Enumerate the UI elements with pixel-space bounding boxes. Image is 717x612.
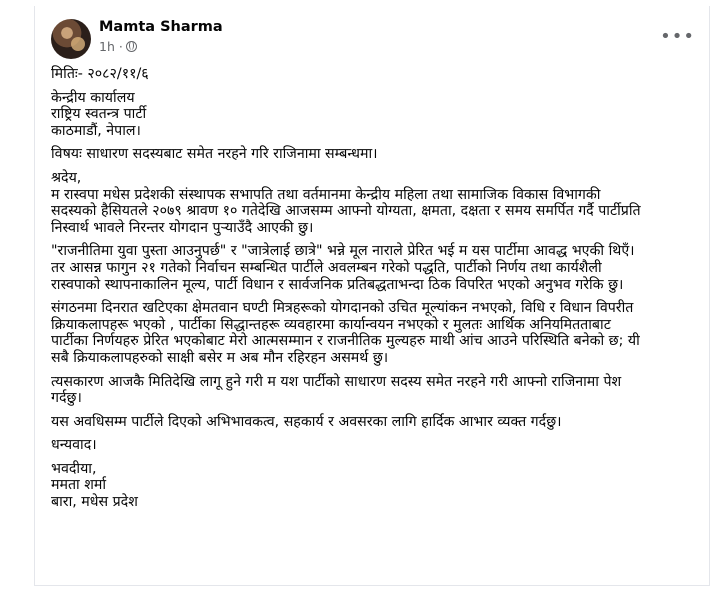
text-line: श्रदेय, — [51, 169, 82, 186]
post-paragraph — [51, 90, 706, 140]
text-line: मितिः- २०८२/११/६ — [51, 66, 149, 82]
text-line: म रास्वपा मधेस प्रदेशकी संस्थापक सभापति तथा वर्तमानमा केन्द्रीय महिला तथा सामाजिक विकास विभागकी — [51, 186, 601, 203]
text-line: त्यसकारण आजकै मितिदेखि लागू हुने गरी म यश पार्टीको साधारण सदस्य समेत नरहने गरी आफ्नो राजिनामा पेश — [51, 373, 622, 390]
text-line: भवदीया, — [51, 460, 97, 477]
author-name[interactable]: Mamta Sharma — [99, 19, 223, 35]
text-line: निस्वार्थ भावले निरन्तर योगदान पुर्‍याउँदै आएकी छु। — [51, 219, 314, 236]
text-line: बारा, मधेस प्रदेश — [51, 494, 138, 511]
text-line: सदस्यको हैसियतले २०७९ श्रावण १० गतेदेखि आजसम्म आफ्नो योग्यता, क्षमता, दक्षता र समय समर्पित गर्दै पार्टीप्रति — [51, 203, 641, 220]
text-line: क्रियाकलापहरू भएको , पार्टीका सिद्धान्तहरू व्यवहारमा कार्यान्वयन नभएको र मुलतः आर्थिक अनियमितताबाट — [51, 316, 611, 333]
post-meta — [99, 39, 137, 54]
text-line: यस अवधिसम्म पार्टीले दिएको अभिभावकत्व, सहकार्य र अवसरका लागि हार्दिक आभार व्यक्त गर्दछु। — [51, 413, 562, 430]
text-line: केन्द्रीय कार्यालय — [51, 89, 135, 106]
text-line: गर्दछु। — [51, 390, 82, 407]
text-line: ममता शर्मा — [51, 477, 107, 494]
post-body — [51, 66, 706, 518]
post-paragraph — [51, 146, 706, 163]
post-paragraph — [51, 414, 706, 431]
globe-icon — [126, 41, 137, 52]
post-paragraph — [51, 66, 706, 83]
text-line: "राजनीतिमा युवा पुस्ता आउनुपर्छ" र "जात्रेलाई छात्रे" भन्ने मूल नाराले प्रेरित भई म यस पार्टीमा आवद्ध भएकी थिएँ। — [51, 243, 635, 260]
text-line: काठमाडौं, नेपाल। — [51, 122, 141, 139]
post-time[interactable]: 1h · — [99, 39, 123, 54]
text-line: विषयः साधारण सदस्यबाट समेत नरहने गरि राजिनामा सम्बन्धमा। — [51, 146, 378, 163]
text-line: धन्यवाद। — [51, 437, 97, 454]
text-line: तर आसन्न फागुन २१ गतेको निर्वाचन सम्बन्धित पार्टीले अवलम्बन गरेको पद्धति, पार्टीको निर्णय तथा कार्यशैली — [51, 259, 602, 276]
post-paragraph — [51, 243, 706, 293]
post-paragraph — [51, 374, 706, 407]
more-options-icon[interactable]: ••• — [660, 26, 695, 47]
text-line: सबै क्रियाकलापहरुको साक्षी बसेर म अब मौन रहिरहन असमर्थ छु। — [51, 349, 389, 366]
text-line: संगठनमा दिनरात खटिएका क्षेमतवान घण्टी मित्रहरूको योगदानको उचित मूल्यांकन नभएको, विधि र विधान विपरीत — [51, 300, 634, 317]
post-paragraph — [51, 437, 706, 454]
text-line: रास्वपाको स्थापनाकालिन मूल्य, पार्टी विधान र सार्वजनिक प्रतिबद्धताभन्दा ठिक विपरित भएको अनुभव गरेकि छु। — [51, 276, 624, 293]
post-paragraph — [51, 461, 706, 511]
text-line: पार्टीका निर्णयहरु प्रेरित भएकोबाट मेरो आत्मसम्मान र राजनीतिक मुल्यहरु माथी आंच आउने परिस्थिति बनेको छ; यी — [51, 333, 640, 350]
facebook-post — [34, 6, 710, 586]
post-paragraph — [51, 170, 706, 236]
post-paragraph — [51, 300, 706, 366]
avatar[interactable] — [51, 19, 91, 59]
text-line: राष्ट्रिय स्वतन्त्र पार्टी — [51, 106, 147, 123]
